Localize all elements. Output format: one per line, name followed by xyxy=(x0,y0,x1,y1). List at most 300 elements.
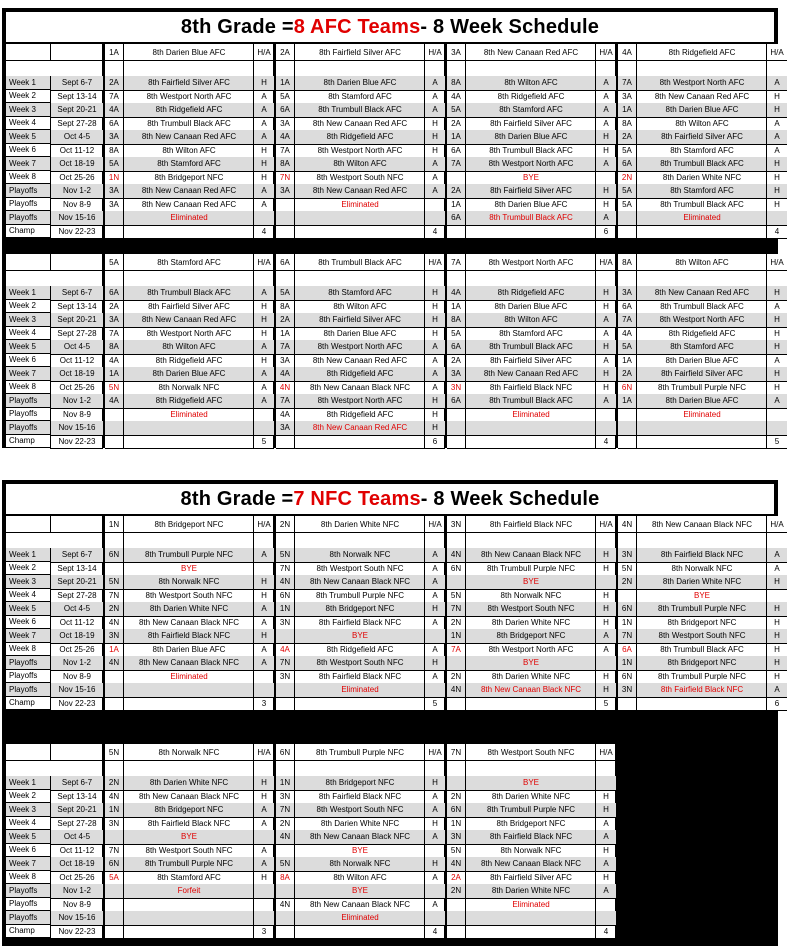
blank-cell xyxy=(105,60,123,77)
opponent-seed xyxy=(447,575,465,590)
home-away: A xyxy=(253,803,274,818)
home-away: H xyxy=(424,394,445,409)
week-dates: Nov 22-23 xyxy=(50,697,103,712)
blank-cell xyxy=(447,60,465,77)
home-away: H xyxy=(424,817,445,832)
opponent-seed xyxy=(618,421,636,436)
opponent-seed: 5N xyxy=(105,575,123,590)
team-seed: 3A xyxy=(447,44,465,61)
opponent-name: 8th Fairfield Black NFC xyxy=(294,670,425,685)
home-away: A xyxy=(253,548,274,563)
opponent-name: 8th Westport North AFC xyxy=(465,643,596,658)
week-dates: Sept 27-28 xyxy=(50,817,103,832)
opponent-seed xyxy=(276,683,294,698)
opponent-seed: 6A xyxy=(618,643,636,658)
team-seed: 7N xyxy=(447,744,465,761)
opponent-seed: 3N xyxy=(618,683,636,698)
afc-schedule xyxy=(2,8,784,448)
opponent-seed: 3A xyxy=(276,184,294,199)
home-away: A xyxy=(766,683,787,698)
opponent-name: 8th Fairfield Black NFC xyxy=(123,629,254,644)
opponent-seed: 4A xyxy=(276,643,294,658)
opponent-name: 8th Darien White NFC xyxy=(123,602,254,617)
opponent-name: 8th Norwalk NFC xyxy=(123,381,254,396)
week-dates: Oct 11-12 xyxy=(50,844,103,859)
home-away-header: H/A xyxy=(253,44,274,61)
opponent-name: 8th Ridgefield AFC xyxy=(465,286,596,301)
week-dates: Sept 20-21 xyxy=(50,313,103,328)
opponent-seed: 2A xyxy=(447,354,465,369)
opponent-seed: 2A xyxy=(447,871,465,886)
opponent-seed: 7N xyxy=(276,656,294,671)
home-away: H xyxy=(766,103,787,118)
week-dates: Nov 1-2 xyxy=(50,394,103,409)
home-away: A xyxy=(424,898,445,913)
week-label: Week 1 xyxy=(6,776,50,790)
opponent-seed: 7N xyxy=(105,844,123,859)
opponent-name: 8th New Canaan Black NFC xyxy=(123,616,254,631)
week-dates: Oct 18-19 xyxy=(50,629,103,644)
home-away: H xyxy=(766,629,787,644)
home-away: H xyxy=(595,198,616,213)
week-label: Week 5 xyxy=(6,830,50,844)
opponent-seed: 6A xyxy=(276,103,294,118)
week-dates: Sept 13-14 xyxy=(50,562,103,577)
week-label: Week 3 xyxy=(6,803,50,817)
home-away: A xyxy=(424,803,445,818)
opponent-seed: 2A xyxy=(618,130,636,145)
week-label: Playoffs xyxy=(6,394,50,408)
opponent-seed: 6N xyxy=(618,670,636,685)
opponent-seed: 1A xyxy=(105,367,123,382)
opponent-seed: 4A xyxy=(105,103,123,118)
opponent-seed: 2A xyxy=(105,76,123,91)
home-away: H xyxy=(424,300,445,315)
home-away: H xyxy=(595,683,616,698)
opponent-name: 8th Wilton AFC xyxy=(123,144,254,159)
opponent-name: 8th Darien Blue AFC xyxy=(636,103,767,118)
week-dates: Sept 27-28 xyxy=(50,327,103,342)
date-header-blank xyxy=(50,44,103,61)
home-away: A xyxy=(253,844,274,859)
opponent-name: 8th Westport South NFC xyxy=(123,844,254,859)
week-label: Playoffs xyxy=(6,911,50,925)
week-label: Week 7 xyxy=(6,367,50,381)
opponent-name: Eliminated xyxy=(123,408,254,423)
blank-cell xyxy=(123,760,254,777)
opponent-seed xyxy=(105,562,123,577)
week-label: Week 6 xyxy=(6,144,50,158)
home-away: A xyxy=(424,616,445,631)
opponent-name: 8th Westport North AFC xyxy=(123,90,254,105)
team-schedule-5a xyxy=(105,254,273,448)
week-dates: Oct 25-26 xyxy=(50,171,103,186)
opponent-seed: 5N xyxy=(276,548,294,563)
afc-title-highlight: 8 AFC Teams xyxy=(293,15,421,38)
opponent-name: 8th Bridgeport NFC xyxy=(636,656,767,671)
home-away-header: H/A xyxy=(253,744,274,761)
opponent-seed: 5A xyxy=(105,871,123,886)
team-seed: 6N xyxy=(276,744,294,761)
opponent-seed xyxy=(618,211,636,226)
team-seed: 1N xyxy=(105,516,123,533)
opponent-name: 8th Westport North AFC xyxy=(636,76,767,91)
opponent-name: 8th Wilton AFC xyxy=(636,117,767,132)
opponent-seed xyxy=(276,225,294,240)
home-away: H xyxy=(595,184,616,199)
home-away: A xyxy=(766,76,787,91)
home-away: H xyxy=(595,300,616,315)
home-away: H xyxy=(766,643,787,658)
opponent-name: 8th Stamford AFC xyxy=(294,286,425,301)
home-away: H xyxy=(595,340,616,355)
opponent-seed: 6A xyxy=(447,340,465,355)
opponent-name xyxy=(636,435,767,450)
home-away xyxy=(766,211,787,226)
opponent-seed: 7A xyxy=(105,90,123,105)
opponent-name: 8th Stamford AFC xyxy=(636,340,767,355)
opponent-seed: 2N xyxy=(105,776,123,791)
home-away xyxy=(424,884,445,899)
opponent-seed xyxy=(276,435,294,450)
opponent-name: 8th Trumbull Black AFC xyxy=(465,144,596,159)
team-name: 8th Darien White NFC xyxy=(294,516,425,533)
opponent-seed: 3A xyxy=(618,286,636,301)
opponent-seed: 7A xyxy=(447,643,465,658)
opponent-name: 8th New Canaan Black NFC xyxy=(294,381,425,396)
home-away xyxy=(766,421,787,436)
week-dates: Sept 13-14 xyxy=(50,90,103,105)
opponent-seed: 1N xyxy=(618,656,636,671)
blank-cell xyxy=(424,60,445,77)
opponent-name: 8th Darien White NFC xyxy=(465,884,596,899)
opponent-name: 8th Darien Blue AFC xyxy=(123,367,254,382)
home-away-header: H/A xyxy=(424,516,445,533)
opponent-seed xyxy=(105,211,123,226)
opponent-seed xyxy=(447,697,465,712)
opponent-seed: 2N xyxy=(447,670,465,685)
blank-cell xyxy=(105,532,123,549)
opponent-seed: 3A xyxy=(105,198,123,213)
opponent-seed xyxy=(447,435,465,450)
opponent-name: 8th Stamford AFC xyxy=(123,871,254,886)
opponent-name: 8th Westport South NFC xyxy=(294,171,425,186)
home-away: A xyxy=(595,830,616,845)
opponent-name: 8th Westport North AFC xyxy=(123,327,254,342)
week-label: Week 4 xyxy=(6,817,50,831)
opponent-name: 8th Trumbull Purple NFC xyxy=(123,857,254,872)
opponent-name: 8th Trumbull Black AFC xyxy=(636,157,767,172)
opponent-name: 8th Stamford AFC xyxy=(465,327,596,342)
opponent-name: 8th Fairfield Silver AFC xyxy=(465,871,596,886)
opponent-name: 8th Fairfield Silver AFC xyxy=(123,300,254,315)
home-away: A xyxy=(424,871,445,886)
home-away xyxy=(595,408,616,423)
home-game-total: 5 xyxy=(424,697,445,712)
team-schedule-7a xyxy=(447,254,615,448)
opponent-seed: 1N xyxy=(447,817,465,832)
home-game-total: 5 xyxy=(595,697,616,712)
opponent-name: 8th Westport North AFC xyxy=(294,144,425,159)
opponent-seed: 4N xyxy=(447,548,465,563)
label-header-blank xyxy=(6,516,50,533)
opponent-seed xyxy=(105,435,123,450)
opponent-name: 8th Ridgefield AFC xyxy=(294,408,425,423)
home-away: H xyxy=(595,602,616,617)
opponent-seed: 7A xyxy=(447,157,465,172)
home-away: H xyxy=(766,381,787,396)
home-game-total: 6 xyxy=(424,435,445,450)
home-away xyxy=(595,575,616,590)
home-away: H xyxy=(253,313,274,328)
week-dates: Sept 27-28 xyxy=(50,589,103,604)
week-dates: Nov 8-9 xyxy=(50,898,103,913)
opponent-name: BYE xyxy=(294,884,425,899)
home-away-header: H/A xyxy=(595,254,616,271)
home-away: H xyxy=(253,327,274,342)
opponent-seed: 4N xyxy=(447,857,465,872)
opponent-name: 8th Trumbull Purple NFC xyxy=(636,670,767,685)
home-away: H xyxy=(253,354,274,369)
opponent-name xyxy=(465,225,596,240)
opponent-seed: 5A xyxy=(618,184,636,199)
week-label: Week 8 xyxy=(6,871,50,885)
opponent-seed: 2A xyxy=(105,300,123,315)
blank-cell xyxy=(253,60,274,77)
home-away: A xyxy=(253,817,274,832)
opponent-name: 8th Norwalk NFC xyxy=(465,844,596,859)
home-away: A xyxy=(424,157,445,172)
week-dates: Nov 22-23 xyxy=(50,925,103,940)
home-away: H xyxy=(595,381,616,396)
opponent-name xyxy=(123,435,254,450)
opponent-name: 8th New Canaan Red AFC xyxy=(123,184,254,199)
week-dates: Nov 1-2 xyxy=(50,184,103,199)
opponent-seed: 5N xyxy=(276,857,294,872)
opponent-name: 8th Darien White NFC xyxy=(636,171,767,186)
week-label: Week 8 xyxy=(6,643,50,657)
home-away: A xyxy=(253,857,274,872)
week-dates: Oct 11-12 xyxy=(50,616,103,631)
opponent-seed: 7A xyxy=(276,144,294,159)
opponent-seed xyxy=(618,435,636,450)
week-label: Week 7 xyxy=(6,857,50,871)
home-away: A xyxy=(766,562,787,577)
opponent-name: 8th Darien Blue AFC xyxy=(294,76,425,91)
opponent-name: 8th Ridgefield AFC xyxy=(294,643,425,658)
home-away: A xyxy=(595,327,616,342)
opponent-seed: 4N xyxy=(276,575,294,590)
opponent-seed: 4N xyxy=(447,683,465,698)
team-schedule-4a xyxy=(618,44,786,238)
opponent-name: 8th Westport South NFC xyxy=(465,602,596,617)
afc-week-labels xyxy=(6,44,102,238)
team-seed: 1A xyxy=(105,44,123,61)
home-away: A xyxy=(253,198,274,213)
opponent-seed xyxy=(276,925,294,940)
opponent-name xyxy=(465,911,596,926)
home-away: A xyxy=(253,381,274,396)
opponent-seed: 3N xyxy=(276,616,294,631)
opponent-seed xyxy=(447,408,465,423)
opponent-seed: 2N xyxy=(618,575,636,590)
opponent-name: 8th Stamford AFC xyxy=(123,157,254,172)
opponent-name: 8th Trumbull Black AFC xyxy=(636,643,767,658)
home-away xyxy=(595,171,616,186)
opponent-seed: 1A xyxy=(447,300,465,315)
team-name: 8th New Canaan Red AFC xyxy=(465,44,596,61)
opponent-name: 8th Trumbull Black AFC xyxy=(123,117,254,132)
home-away-header: H/A xyxy=(766,44,787,61)
blank-cell xyxy=(424,760,445,777)
label-header-blank xyxy=(6,44,50,61)
opponent-name: 8th New Canaan Red AFC xyxy=(294,421,425,436)
team-schedule-3a xyxy=(447,44,615,238)
week-dates: Oct 11-12 xyxy=(50,354,103,369)
home-away: A xyxy=(595,884,616,899)
week-label: Week 6 xyxy=(6,844,50,858)
opponent-seed: 5A xyxy=(447,327,465,342)
opponent-name: 8th Trumbull Purple NFC xyxy=(294,589,425,604)
opponent-name: Eliminated xyxy=(123,211,254,226)
opponent-seed xyxy=(447,656,465,671)
team-schedule-2a xyxy=(276,44,444,238)
opponent-seed: 3A xyxy=(276,117,294,132)
blank-cell xyxy=(766,270,787,287)
home-away: H xyxy=(766,602,787,617)
home-away: H xyxy=(595,548,616,563)
home-away: H xyxy=(424,144,445,159)
opponent-seed: 2A xyxy=(618,367,636,382)
week-dates: Nov 1-2 xyxy=(50,884,103,899)
opponent-name xyxy=(123,697,254,712)
home-away: H xyxy=(253,171,274,186)
opponent-name xyxy=(123,225,254,240)
home-away xyxy=(253,911,274,926)
home-away: H xyxy=(595,790,616,805)
team-schedule-2n xyxy=(276,516,444,710)
opponent-seed: 4N xyxy=(276,830,294,845)
opponent-name: 8th Bridgeport NFC xyxy=(294,776,425,791)
home-away: A xyxy=(424,103,445,118)
week-label: Week 1 xyxy=(6,548,50,562)
team-schedule-5n xyxy=(105,744,273,938)
home-away: H xyxy=(253,589,274,604)
opponent-seed: 2N xyxy=(618,171,636,186)
opponent-seed: 4A xyxy=(447,286,465,301)
opponent-name: 8th New Canaan Red AFC xyxy=(294,117,425,132)
home-game-total: 4 xyxy=(595,435,616,450)
home-away: A xyxy=(424,340,445,355)
team-name: 8th Ridgefield AFC xyxy=(636,44,767,61)
opponent-name: 8th Bridgeport NFC xyxy=(294,602,425,617)
home-away: H xyxy=(253,776,274,791)
week-dates: Nov 8-9 xyxy=(50,670,103,685)
opponent-name: BYE xyxy=(465,575,596,590)
opponent-seed: 1A xyxy=(618,394,636,409)
home-away: H xyxy=(595,616,616,631)
home-game-total: 3 xyxy=(253,925,274,940)
opponent-name xyxy=(123,898,254,913)
opponent-name: 8th Westport North AFC xyxy=(294,340,425,355)
opponent-seed: 5A xyxy=(618,198,636,213)
home-away xyxy=(253,884,274,899)
opponent-name: 8th New Canaan Black NFC xyxy=(465,548,596,563)
home-away: H xyxy=(766,171,787,186)
opponent-seed: 6N xyxy=(105,857,123,872)
week-dates: Oct 18-19 xyxy=(50,157,103,172)
opponent-seed: 5A xyxy=(276,90,294,105)
home-away: A xyxy=(253,103,274,118)
week-label: Playoffs xyxy=(6,211,50,225)
opponent-seed xyxy=(105,697,123,712)
opponent-name: 8th Westport South NFC xyxy=(294,803,425,818)
week-dates: Oct 18-19 xyxy=(50,367,103,382)
opponent-seed: 5A xyxy=(618,340,636,355)
week-dates: Nov 15-16 xyxy=(50,421,103,436)
opponent-seed: 5N xyxy=(447,844,465,859)
home-away: A xyxy=(253,117,274,132)
week-label: Week 5 xyxy=(6,340,50,354)
opponent-seed: 4A xyxy=(105,354,123,369)
opponent-name: 8th Wilton AFC xyxy=(294,157,425,172)
opponent-seed xyxy=(618,697,636,712)
opponent-seed: 4N xyxy=(276,381,294,396)
blank-cell xyxy=(465,270,596,287)
opponent-name: Eliminated xyxy=(636,408,767,423)
opponent-name: 8th Darien White NFC xyxy=(636,575,767,590)
opponent-seed: 1N xyxy=(618,616,636,631)
week-label: Week 3 xyxy=(6,313,50,327)
opponent-seed xyxy=(105,925,123,940)
home-away: H xyxy=(766,670,787,685)
team-seed: 3N xyxy=(447,516,465,533)
afc-week-labels xyxy=(6,254,102,448)
week-dates: Oct 25-26 xyxy=(50,871,103,886)
home-away: A xyxy=(595,157,616,172)
opponent-name: 8th Westport North AFC xyxy=(465,157,596,172)
home-away xyxy=(253,211,274,226)
opponent-seed: 1A xyxy=(618,103,636,118)
week-dates: Oct 4-5 xyxy=(50,130,103,145)
week-label: Week 2 xyxy=(6,90,50,104)
opponent-name: BYE xyxy=(636,589,767,604)
home-away: H xyxy=(766,575,787,590)
home-away: A xyxy=(424,643,445,658)
opponent-seed xyxy=(447,898,465,913)
home-away: A xyxy=(766,394,787,409)
blank-cell xyxy=(595,532,616,549)
home-away: A xyxy=(253,184,274,199)
opponent-name: 8th Darien Blue AFC xyxy=(123,643,254,658)
home-away: H xyxy=(424,776,445,791)
team-seed: 2A xyxy=(276,44,294,61)
team-schedule-4n xyxy=(618,516,786,710)
blank-cell xyxy=(447,532,465,549)
team-seed: 6A xyxy=(276,254,294,271)
blank-cell xyxy=(253,270,274,287)
opponent-seed xyxy=(105,898,123,913)
week-dates: Oct 25-26 xyxy=(50,381,103,396)
opponent-seed: 4A xyxy=(447,90,465,105)
week-dates: Nov 1-2 xyxy=(50,656,103,671)
home-away: A xyxy=(595,354,616,369)
opponent-name: 8th Ridgefield AFC xyxy=(465,90,596,105)
home-away xyxy=(253,898,274,913)
home-away: A xyxy=(595,857,616,872)
opponent-seed: 3N xyxy=(447,830,465,845)
opponent-name: 8th Trumbull Black AFC xyxy=(465,394,596,409)
